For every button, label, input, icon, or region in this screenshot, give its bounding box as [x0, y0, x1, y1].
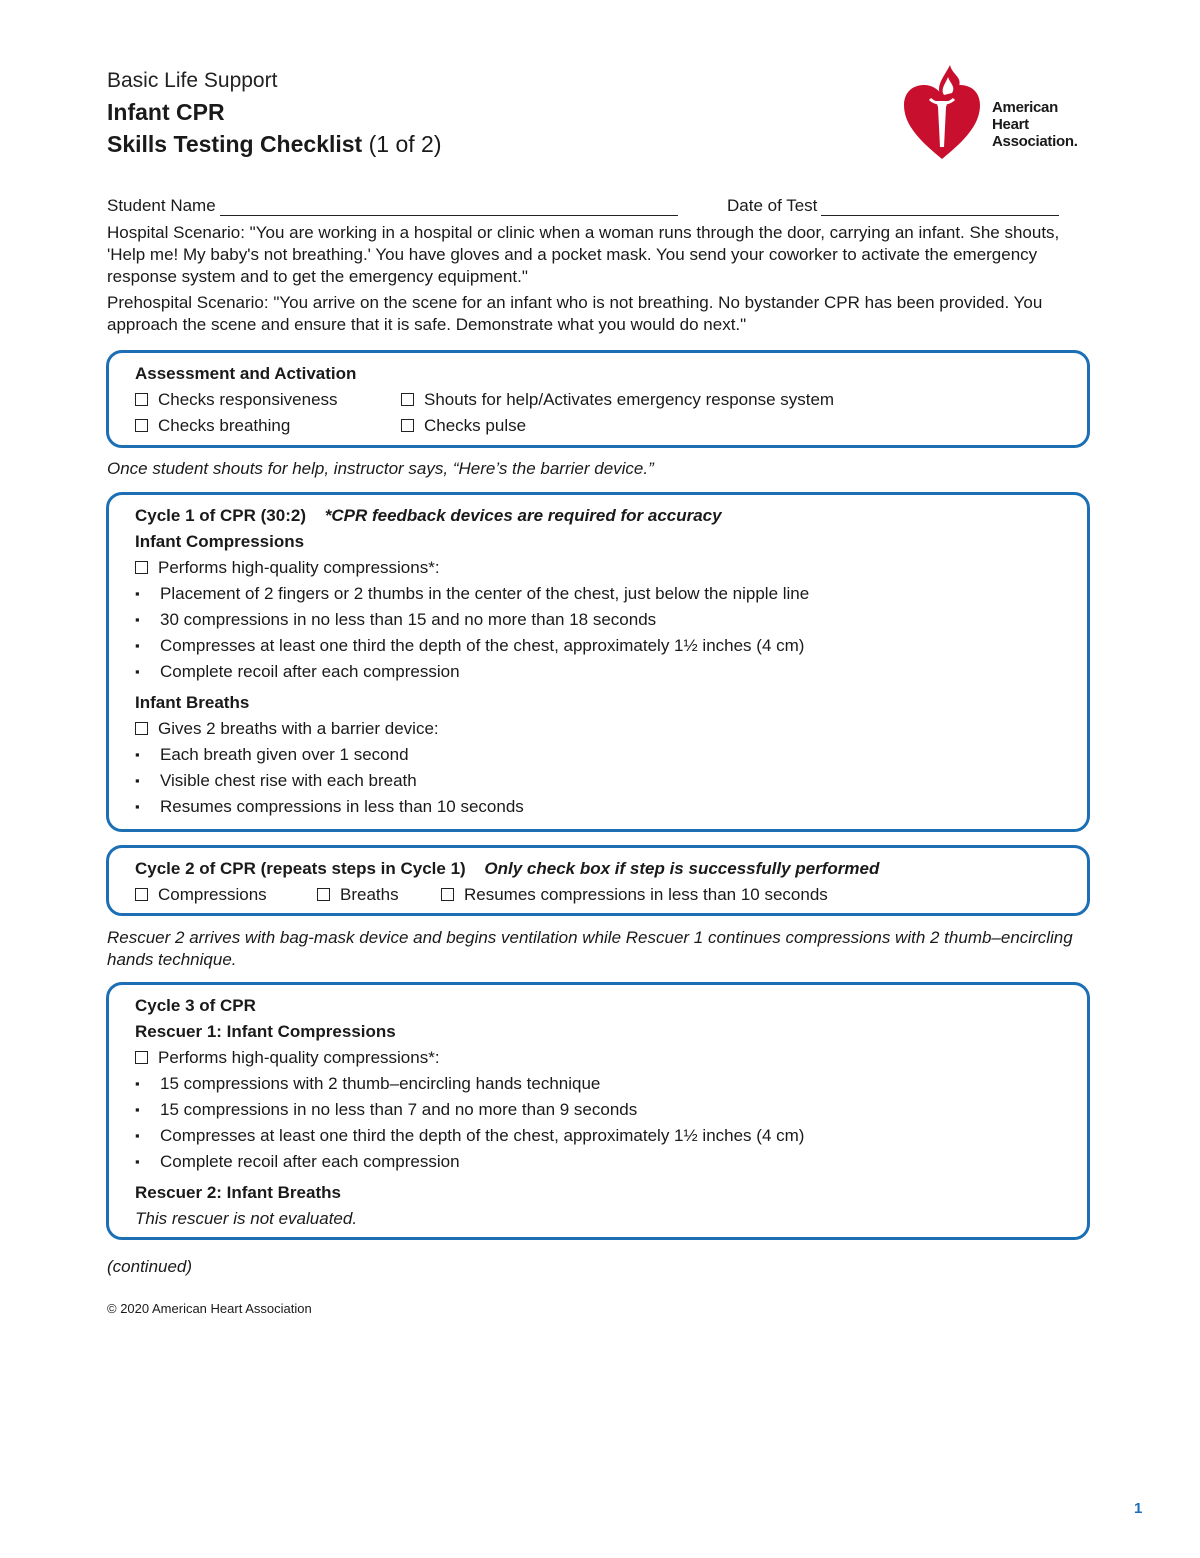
check-pulse[interactable] — [401, 413, 526, 439]
cycle-2-header — [135, 856, 1061, 882]
check-label: Checks pulse — [424, 416, 527, 435]
check-resumes-compressions[interactable] — [441, 882, 828, 908]
student-name-line[interactable] — [220, 197, 678, 216]
assessment-box — [106, 350, 1090, 448]
cycle-3-title: Cycle 3 of CPR — [135, 996, 256, 1015]
course-name: Basic Life Support — [107, 69, 278, 92]
check-high-quality-compressions-cycle-3[interactable] — [135, 1045, 440, 1071]
heart-torch-icon — [900, 55, 984, 163]
date-of-test-label: Date of Test — [727, 196, 818, 215]
check-shouts-for-help[interactable] — [401, 387, 834, 413]
copyright: © 2020 American Heart Association — [107, 1301, 312, 1316]
check-label: Checks breathing — [158, 416, 291, 435]
list-item: ▪ Compresses at least one third the depth of the chest, approximately 1½ inches (4 cm) — [135, 633, 1061, 659]
check-breathing[interactable] — [135, 413, 290, 439]
check-gives-breaths[interactable] — [135, 716, 439, 742]
list-item: ▪ Visible chest rise with each breath — [135, 768, 1061, 794]
list-item: ▪ Placement of 2 fingers or 2 thumbs in the center of the chest, just below the nipple line — [135, 581, 1061, 607]
checkbox[interactable] — [441, 888, 454, 901]
rescuer-2-not-evaluated: This rescuer is not evaluated. — [135, 1209, 358, 1228]
cycle-2-box — [106, 845, 1090, 916]
student-name-field[interactable] — [107, 196, 678, 216]
infant-compressions-title: Infant Compressions — [135, 532, 305, 551]
checkbox[interactable] — [135, 888, 148, 901]
check-label: Gives 2 breaths with a barrier device: — [158, 719, 439, 738]
student-fields — [107, 196, 1072, 220]
check-label: Breaths — [340, 885, 399, 904]
checklist-page-count: (1 of 2) — [368, 131, 442, 157]
logo-line-2: Heart — [992, 116, 1029, 133]
checkbox[interactable] — [135, 561, 148, 574]
check-label: Resumes compressions in less than 10 seconds — [464, 885, 828, 904]
infant-breaths-title: Infant Breaths — [135, 693, 250, 712]
date-of-test-field[interactable] — [727, 196, 1059, 216]
assessment-title: Assessment and Activation — [135, 364, 357, 383]
logo-wordmark — [992, 99, 1078, 150]
check-high-quality-compressions[interactable] — [135, 555, 440, 581]
student-name-label: Student Name — [107, 196, 216, 215]
instructor-note: Once student shouts for help, instructor says, “Here’s the barrier device.” — [107, 459, 654, 478]
check-compressions[interactable] — [135, 882, 267, 908]
cycle-2-title: Cycle 2 of CPR (repeats steps in Cycle 1) — [135, 859, 466, 878]
cycle-3-box — [106, 982, 1090, 1240]
rescuer-1-title: Rescuer 1: Infant Compressions — [135, 1022, 396, 1041]
logo-line-3: Association. — [992, 133, 1078, 150]
check-breaths[interactable] — [317, 882, 399, 908]
rescuer-2-title: Rescuer 2: Infant Breaths — [135, 1183, 341, 1202]
cycle-1-box — [106, 492, 1090, 832]
checkbox[interactable] — [135, 722, 148, 735]
continued-label: (continued) — [107, 1257, 193, 1276]
check-label: Performs high-quality compressions*: — [158, 558, 440, 577]
aha-logo — [900, 55, 1100, 165]
cycle-1-title: Cycle 1 of CPR (30:2) — [135, 506, 306, 525]
list-item: ▪ Resumes compressions in less than 10 seconds — [135, 794, 1061, 820]
check-label: Performs high-quality compressions*: — [158, 1048, 440, 1067]
check-label: Checks responsiveness — [158, 390, 338, 409]
rescuer-2-note: Rescuer 2 arrives with bag-mask device and begins ventilation while Rescuer 1 continues compressions with 2 thumb–encircling hands technique. — [107, 928, 1073, 969]
checkbox[interactable] — [317, 888, 330, 901]
list-item: ▪ Compresses at least one third the depth of the chest, approximately 1½ inches (4 cm) — [135, 1123, 1061, 1149]
cycle-2-note: Only check box if step is successfully performed — [484, 859, 880, 878]
cycle-1-header — [135, 503, 1061, 529]
list-item: ▪ 15 compressions with 2 thumb–encircling hands technique — [135, 1071, 1061, 1097]
logo-line-1: American — [992, 99, 1058, 116]
page-header — [107, 66, 441, 160]
checkbox[interactable] — [135, 1051, 148, 1064]
check-responsiveness[interactable] — [135, 387, 338, 413]
checkbox[interactable] — [401, 393, 414, 406]
checklist-title-bold: Skills Testing Checklist — [107, 131, 363, 157]
prehospital-scenario: Prehospital Scenario: "You arrive on the scene for an infant who is not breathing. No bystander CPR has been provided. You approach the scene and ensure that it is safe. Demonstrate what you would do next." — [107, 293, 1043, 334]
feedback-note: *CPR feedback devices are required for accuracy — [324, 506, 722, 525]
date-of-test-line[interactable] — [821, 197, 1059, 216]
hospital-scenario: Hospital Scenario: "You are working in a hospital or clinic when a woman runs through the door, carrying an infant. She shouts, 'Help me! My baby's not breathing.' You have gloves and a pocket mask. You send your coworker to activate the emergency response system and to get the emergency equipment." — [107, 223, 1060, 286]
page-title: Infant CPR — [107, 99, 225, 125]
list-item: ▪ Complete recoil after each compression — [135, 659, 1061, 685]
checkbox[interactable] — [135, 393, 148, 406]
checkbox[interactable] — [135, 419, 148, 432]
check-label: Compressions — [158, 885, 267, 904]
list-item: ▪ 30 compressions in no less than 15 and no more than 18 seconds — [135, 607, 1061, 633]
page-number: 1 — [1134, 1500, 1143, 1517]
list-item: ▪ Each breath given over 1 second — [135, 742, 1061, 768]
checkbox[interactable] — [401, 419, 414, 432]
list-item: ▪ 15 compressions in no less than 7 and no more than 9 seconds — [135, 1097, 1061, 1123]
checklist-title — [107, 128, 441, 160]
check-label: Shouts for help/Activates emergency response system — [424, 390, 835, 409]
list-item: ▪ Complete recoil after each compression — [135, 1149, 1061, 1175]
